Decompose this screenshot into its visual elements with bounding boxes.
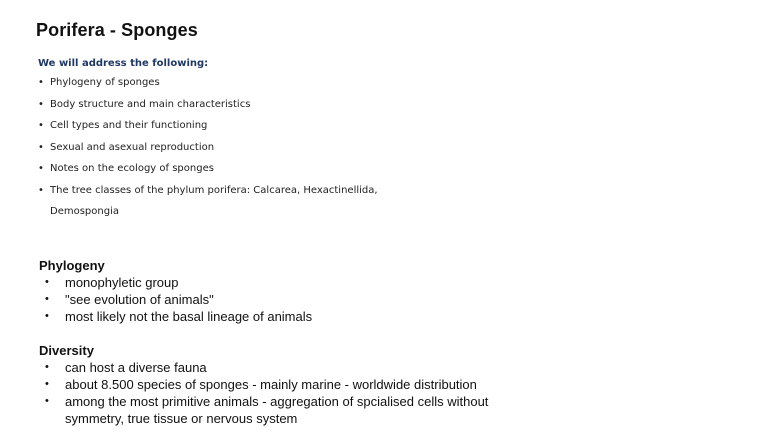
- intro-item-text: Body structure and main characteristics: [50, 98, 251, 110]
- bullet-icon: •: [45, 361, 49, 373]
- list-item: [39, 274, 312, 291]
- bullet-icon: •: [38, 163, 44, 174]
- diversity-heading: Diversity: [39, 343, 94, 358]
- list-item-text: about 8.500 species of sponges - mainly marine - worldwide distribution: [65, 377, 477, 392]
- list-item-text: most likely not the basal lineage of animals: [65, 309, 313, 324]
- list-item-text: "see evolution of animals": [65, 292, 214, 307]
- list-item: [39, 359, 509, 376]
- bullet-icon: •: [45, 378, 49, 390]
- bullet-icon: •: [38, 77, 44, 88]
- intro-item-text: Phylogeny of sponges: [50, 77, 160, 88]
- list-item: [39, 393, 509, 427]
- phylogeny-heading: Phylogeny: [39, 258, 105, 273]
- intro-list: [38, 76, 378, 227]
- bullet-icon: •: [38, 141, 44, 153]
- diversity-section: [39, 342, 509, 427]
- intro-list-item: [38, 184, 378, 206]
- page-title: Porifera - Sponges: [36, 20, 198, 40]
- intro-item-text: The tree classes of the phylum porifera: Calcarea, Hexactinellida,: [50, 184, 378, 196]
- phylogeny-list: [39, 274, 312, 325]
- bullet-icon: •: [45, 310, 49, 322]
- bullet-icon: •: [45, 276, 49, 288]
- list-item: [39, 291, 312, 308]
- bullet-icon: •: [45, 395, 49, 407]
- bullet-icon: •: [38, 120, 44, 131]
- diversity-list: [39, 359, 509, 427]
- intro-list-item: [38, 141, 378, 163]
- intro-item-text: Sexual and asexual reproduction: [50, 141, 215, 153]
- intro-block: [38, 58, 378, 227]
- intro-list-item: [38, 76, 378, 98]
- intro-list-item: [38, 98, 378, 120]
- intro-heading: We will address the following:: [38, 58, 209, 69]
- intro-item-text: Demospongia: [50, 206, 119, 217]
- intro-item-text: Notes on the ecology of sponges: [50, 163, 214, 174]
- list-item-text: can host a diverse fauna: [65, 360, 207, 375]
- list-item-text: monophyletic group: [65, 275, 179, 290]
- bullet-icon: •: [45, 293, 49, 305]
- intro-list-continuation: [38, 205, 378, 227]
- phylogeny-section: [39, 257, 312, 325]
- intro-item-text: Cell types and their functioning: [50, 120, 208, 131]
- bullet-icon: •: [38, 184, 44, 196]
- list-item: [39, 376, 509, 393]
- list-item-text: among the most primitive animals - aggregation of spcialised cells without symmetry, true tissue or nervous system: [65, 394, 489, 426]
- intro-list-item: [38, 162, 378, 184]
- list-item: [39, 308, 312, 325]
- bullet-icon: •: [38, 98, 44, 110]
- intro-list-item: [38, 119, 378, 141]
